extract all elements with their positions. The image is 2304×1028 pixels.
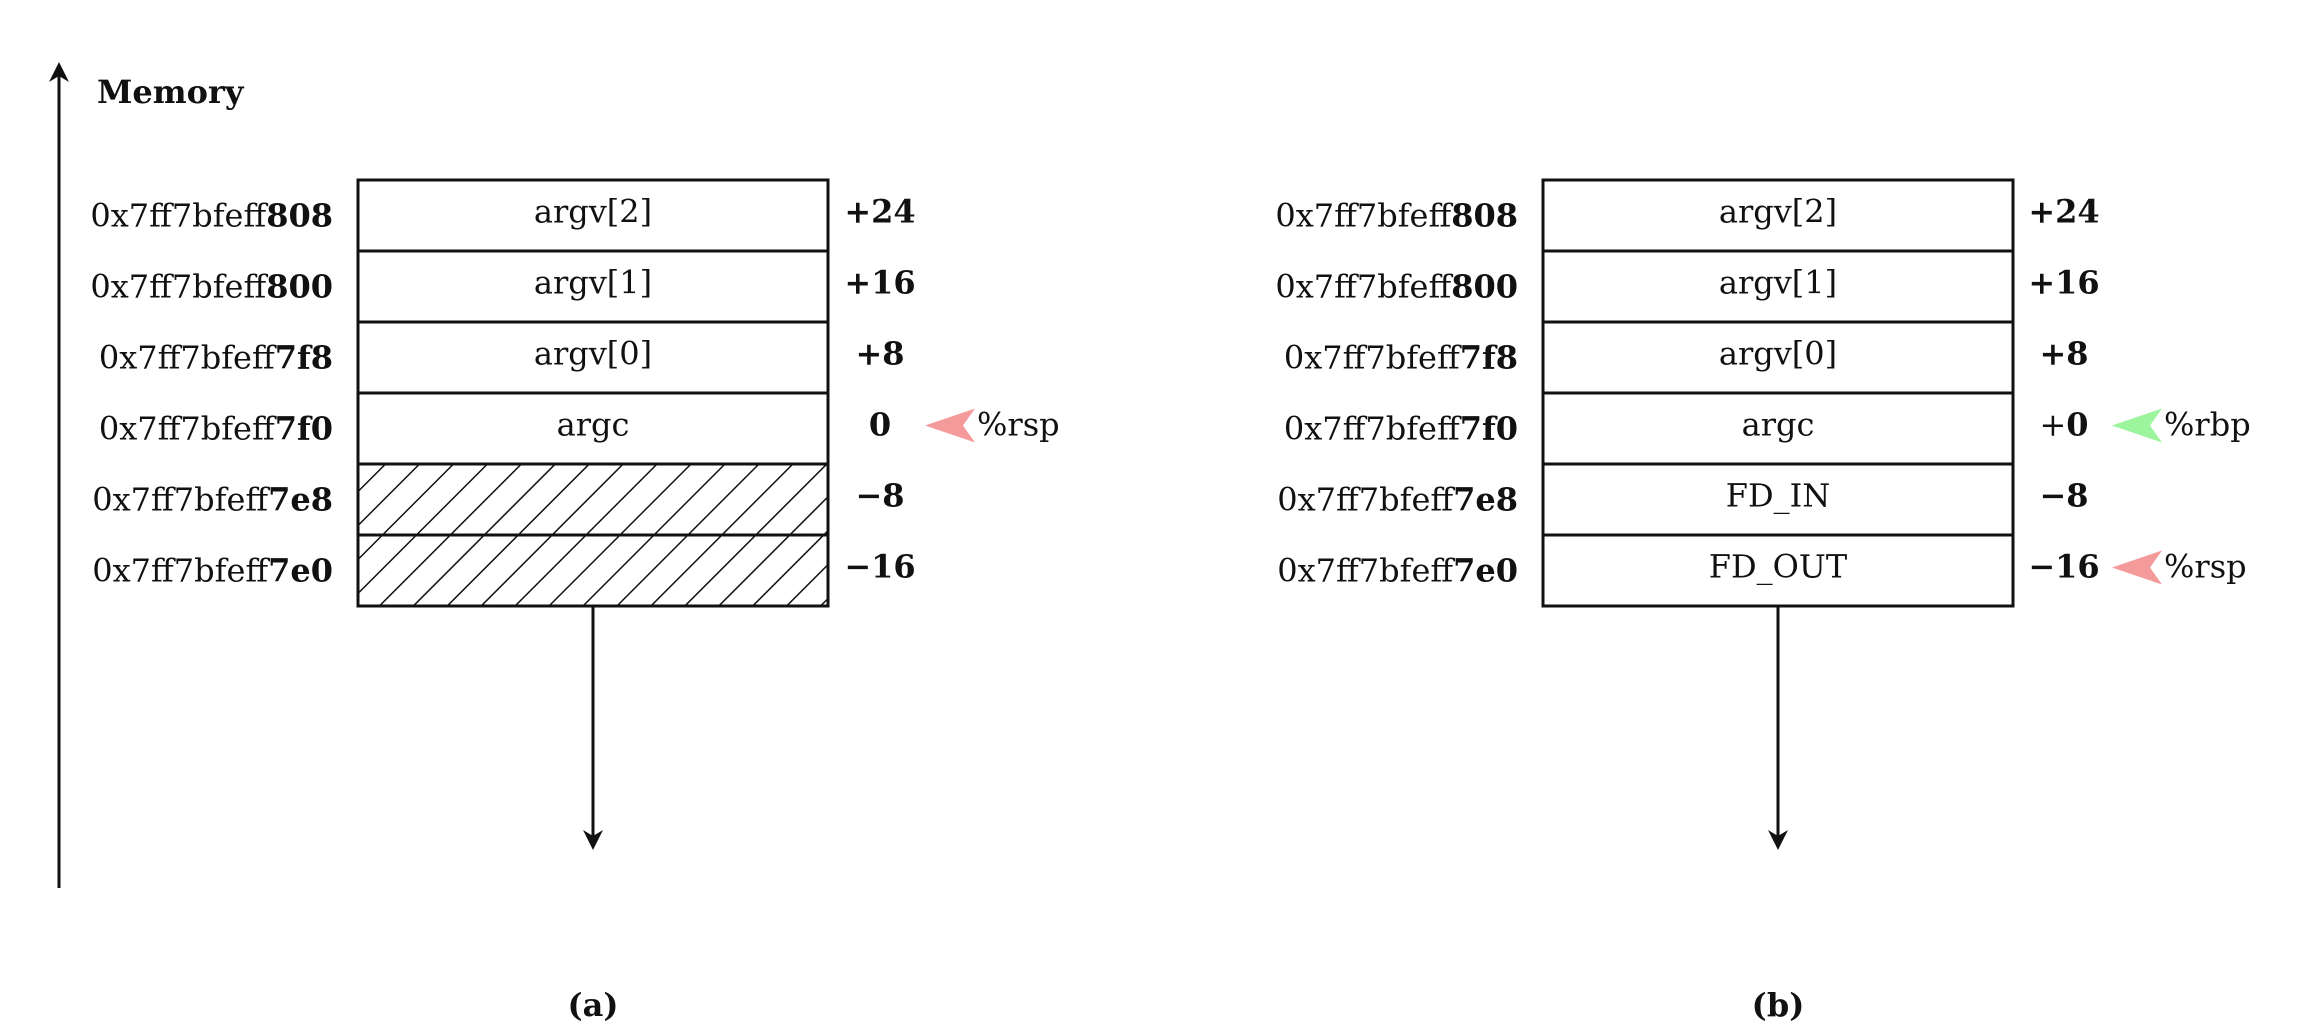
cell-label: argv[2] [1718, 192, 1838, 231]
address-label [1275, 268, 1518, 306]
offset-label [2028, 193, 2099, 231]
address-suffix: 800 [266, 267, 333, 306]
offset-value: 16 [2055, 263, 2100, 302]
hatched-cell [358, 535, 828, 606]
stack-row [99, 393, 1060, 464]
address-label [1284, 339, 1518, 377]
offset-label [855, 335, 904, 373]
address-suffix: 7f8 [274, 338, 333, 377]
register-pointer [925, 406, 1060, 444]
offset-sign: + [844, 192, 872, 231]
stack-row [90, 180, 915, 251]
stack-row [92, 535, 915, 606]
stack-row [1275, 180, 2099, 251]
offset-sign: + [2039, 405, 2067, 444]
stack-row [1284, 322, 2089, 393]
register-label: %rbp [2164, 405, 2251, 444]
offset-sign: − [855, 476, 883, 515]
offset-value: 16 [2055, 547, 2100, 586]
offset-label [855, 477, 904, 515]
stack-row [92, 464, 904, 535]
register-label: %rsp [977, 405, 1060, 444]
address-prefix: 0x7ff7bfeff [1275, 196, 1452, 235]
offset-sign: + [844, 263, 872, 302]
offset-sign: + [2028, 192, 2056, 231]
offset-value: 0 [868, 405, 892, 444]
pointer-arrow-icon [925, 409, 975, 443]
offset-value: 8 [882, 476, 905, 515]
stack-row [99, 322, 905, 393]
stack-row [1277, 464, 2088, 535]
cell-label: argv[0] [533, 334, 653, 373]
offset-value: 8 [2066, 476, 2089, 515]
address-prefix: 0x7ff7bfeff [90, 267, 267, 306]
offset-value: 8 [882, 334, 905, 373]
hatched-cell [358, 464, 828, 535]
stack-row [90, 251, 915, 322]
register-label: %rsp [2164, 547, 2247, 586]
address-label [1275, 197, 1518, 235]
cell-label: argv[0] [1718, 334, 1838, 373]
offset-value: 16 [871, 547, 916, 586]
cell-label: argc [1741, 405, 1815, 444]
address-label [92, 481, 333, 519]
address-label [90, 197, 333, 235]
address-label [1284, 410, 1518, 448]
address-prefix: 0x7ff7bfeff [1277, 551, 1454, 590]
address-label [1277, 552, 1518, 590]
address-suffix: 7f8 [1459, 338, 1518, 377]
address-suffix: 7e0 [1453, 551, 1518, 590]
panel-b [1275, 180, 2250, 1024]
panel-caption: (b) [1751, 986, 1805, 1024]
address-suffix: 7f0 [274, 409, 333, 448]
offset-label [844, 548, 915, 586]
address-prefix: 0x7ff7bfeff [98, 409, 275, 448]
panel-a [90, 180, 1059, 1024]
offset-label [2039, 335, 2088, 373]
offset-label [2039, 406, 2088, 444]
offset-label [2028, 548, 2099, 586]
address-label [90, 268, 333, 306]
offset-label [869, 406, 891, 444]
offset-sign: − [2039, 476, 2067, 515]
address-prefix: 0x7ff7bfeff [98, 338, 275, 377]
address-prefix: 0x7ff7bfeff [92, 480, 269, 519]
offset-sign: − [2028, 547, 2056, 586]
offset-sign: − [844, 547, 872, 586]
offset-value: 24 [871, 192, 916, 231]
cell-label: FD_OUT [1708, 547, 1848, 586]
cell-label: FD_IN [1725, 476, 1831, 515]
address-prefix: 0x7ff7bfeff [1283, 409, 1460, 448]
memory-axis-label: Memory [97, 73, 244, 111]
address-suffix: 808 [266, 196, 333, 235]
offset-value: 24 [2055, 192, 2100, 231]
offset-value: 8 [2066, 334, 2089, 373]
stack-row [1275, 251, 2099, 322]
address-suffix: 7e8 [268, 480, 333, 519]
address-suffix: 800 [1451, 267, 1518, 306]
offset-label [2039, 477, 2088, 515]
stack-row [1284, 393, 2251, 464]
address-prefix: 0x7ff7bfeff [1283, 338, 1460, 377]
offset-sign: + [2028, 263, 2056, 302]
cell-label: argv[2] [533, 192, 653, 231]
panel-caption: (a) [567, 986, 619, 1024]
offset-label [844, 193, 915, 231]
offset-label [844, 264, 915, 302]
address-label [99, 410, 333, 448]
address-suffix: 7e0 [268, 551, 333, 590]
offset-sign: + [2039, 334, 2067, 373]
address-label [1277, 481, 1518, 519]
address-prefix: 0x7ff7bfeff [90, 196, 267, 235]
register-pointer [2112, 406, 2251, 444]
address-label [99, 339, 333, 377]
address-prefix: 0x7ff7bfeff [1277, 480, 1454, 519]
stack-row [1277, 535, 2246, 606]
pointer-arrow-icon [2112, 551, 2162, 585]
offset-value: 0 [2066, 405, 2089, 444]
address-label [92, 552, 333, 590]
offset-label [2028, 264, 2099, 302]
register-pointer [2112, 548, 2247, 586]
cell-label: argv[1] [1718, 263, 1838, 302]
address-prefix: 0x7ff7bfeff [92, 551, 269, 590]
offset-sign: + [855, 334, 883, 373]
address-suffix: 7f0 [1459, 409, 1518, 448]
pointer-arrow-icon [2112, 409, 2162, 443]
address-suffix: 808 [1451, 196, 1518, 235]
offset-value: 16 [871, 263, 916, 302]
address-prefix: 0x7ff7bfeff [1275, 267, 1452, 306]
cell-label: argc [556, 405, 630, 444]
address-suffix: 7e8 [1453, 480, 1518, 519]
cell-label: argv[1] [533, 263, 653, 302]
